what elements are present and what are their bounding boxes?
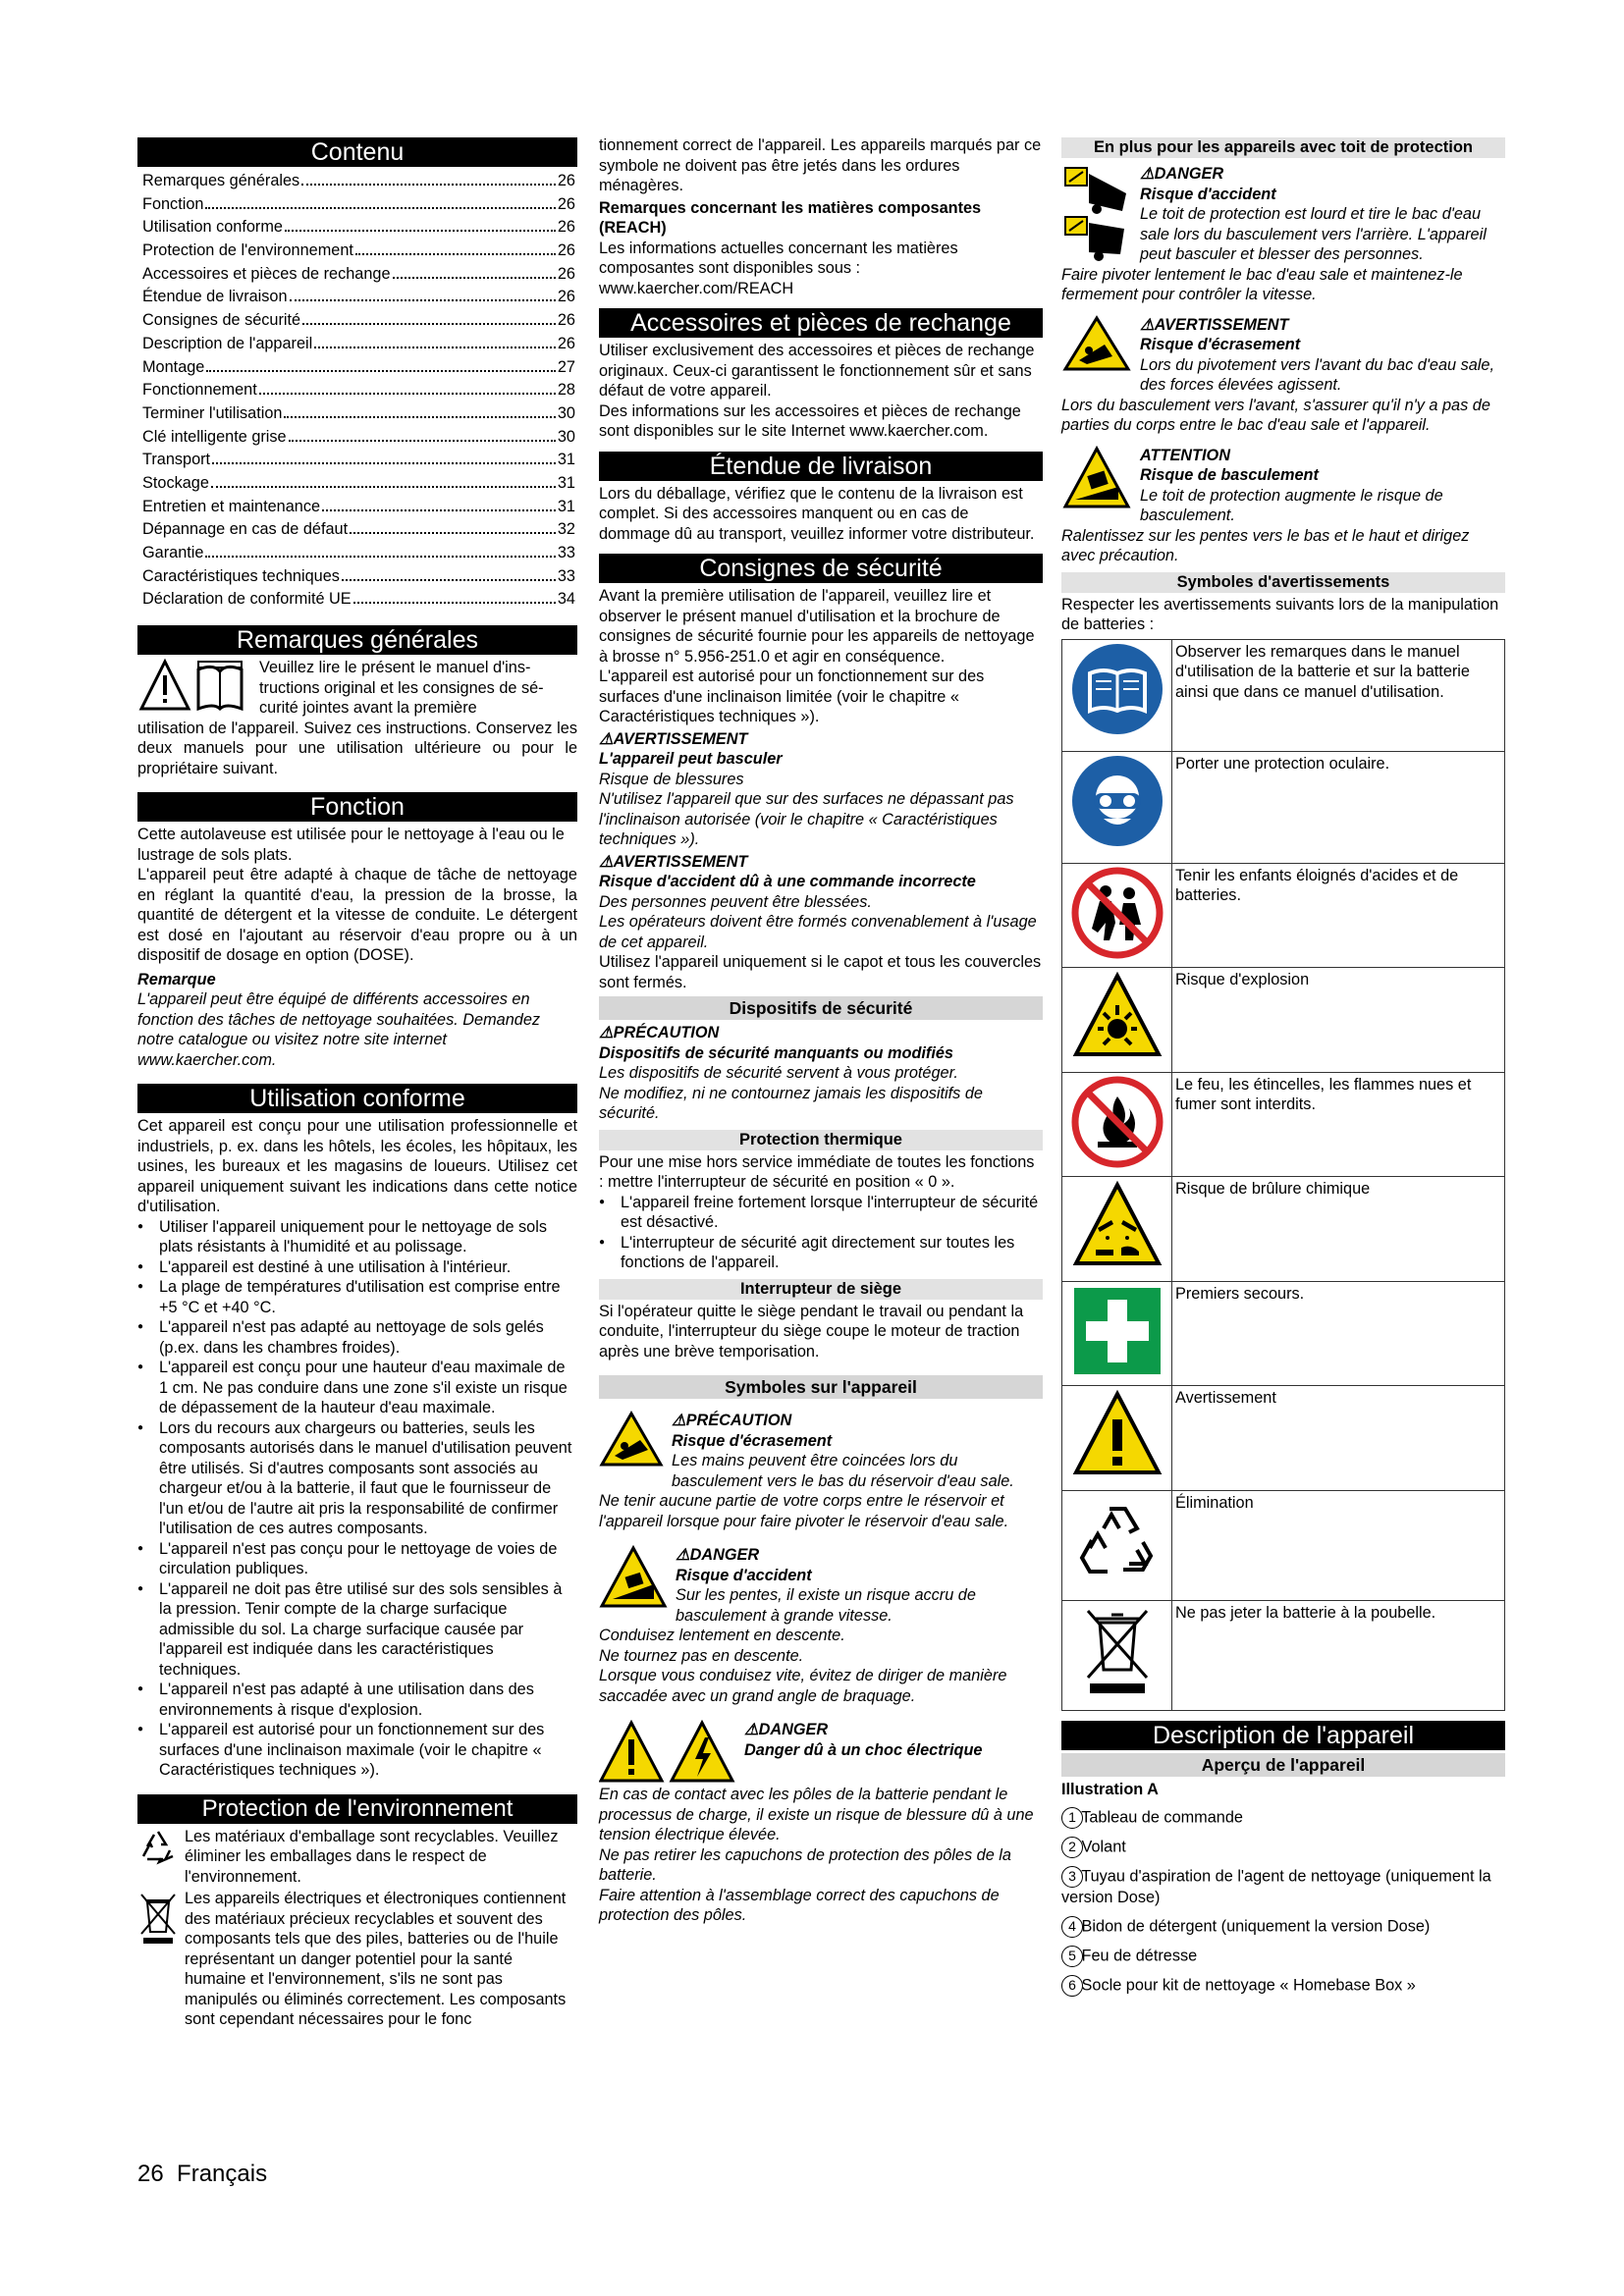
component-item xyxy=(1061,1975,1505,1997)
warning-symbol-row xyxy=(1062,1072,1505,1177)
intended-use-bullet: ● L'appareil n'est pas adapté à une utilisation dans des environnements à risque d'explosion. xyxy=(137,1680,577,1720)
footer-language: Français xyxy=(177,2161,268,2187)
warning-symbol-row xyxy=(1062,863,1505,968)
intended-use-bullet: ● L'appareil est autorisé pour un fonctionnement sur des surfaces d'une inclinaison maximale (voir le chapitre « Caractéristiques techniques »). xyxy=(137,1720,577,1781)
crossed-bin-small-icon xyxy=(137,1889,179,1946)
intended-use-bullet: ● L'appareil n'est pas conçu pour le nettoyage de voies de circulation publiques. xyxy=(137,1539,577,1579)
toc-entry-page: 31 xyxy=(557,451,575,469)
toc-entry-label: Accessoires et pièces de rechange xyxy=(142,264,391,283)
toc-entry[interactable] xyxy=(137,193,577,217)
roof-heading: En plus pour les appareils avec toit de protection xyxy=(1061,137,1505,158)
seat-switch-heading: Interrupteur de siège xyxy=(599,1279,1043,1300)
roof-crush-block xyxy=(1061,315,1505,396)
callout-number: 6 xyxy=(1061,1975,1083,1997)
component-label: Bidon de détergent (uniquement la version Dose) xyxy=(1081,1916,1431,1935)
function-p2: L'appareil peut être adapté à chaque de tâche de nettoyage en réglant la quantité d'eau, la pression de la brosse, la quantité de détergent et la vitesse de conduite. Le détergent est dosé en l'ajoutant au réservoir d'eau propre ou à un dispositif de dosage en option (DOSE). xyxy=(137,866,577,965)
toc-leader xyxy=(355,253,556,255)
toc-entry-label: Clé intelligente grise xyxy=(142,427,287,446)
safety-p2: L'appareil est autorisé pour un fonctionnement sur des surfaces d'une inclinaison limitée (voir le chapitre « Caractéristiques techniques »). xyxy=(599,667,985,725)
component-item xyxy=(1061,1916,1505,1938)
roof-3-line-2: Ralentissez sur les pentes vers le bas et le haut et dirigez avec précaution. xyxy=(1061,526,1470,564)
toc-leader xyxy=(285,230,556,232)
toc-entry-page: 31 xyxy=(557,497,575,515)
symbol-3-title: Danger dû à un choc électrique xyxy=(744,1740,983,1759)
toc-entry-page: 26 xyxy=(557,218,575,237)
callout-number: 5 xyxy=(1061,1946,1083,1967)
chemical-burn-icon xyxy=(1062,1177,1172,1282)
toc-leader xyxy=(206,370,556,372)
toc-entry-page: 30 xyxy=(557,427,575,446)
intended-use-intro: Cet appareil est conçu pour une utilisation professionnelle et industriels, p. ex. dans les hôtels, les écoles, les hôpitaux, les usines, les bureaux et les magasins de loueurs. Utilisez cet appareil uniquement suivant les indications dans cette notice d'utilisation. xyxy=(137,1117,577,1216)
toc-entry-label: Entretien et maintenance xyxy=(142,497,321,515)
general-text-4: utilisation de l'appareil. Suivez ces instructions. Conservez les deux manuels pour une utilisation ultérieure ou pour le propriétaire suivant. xyxy=(137,719,577,777)
intended-use-bullet: ● Lors du recours aux chargeurs ou batteries, seuls les composants autorisés dans le manuel d'utilisation peuvent être utilisés. Si d'autres composants sont associés au chargeur et/ou à la batterie, il faut que le fournisseur de l'un et/ou de l'autre ait pris la responsabilité de confirmer l'utilisation de ces autres composants. xyxy=(137,1418,577,1539)
callout-number: 3 xyxy=(1061,1866,1083,1888)
warning-symbol-row xyxy=(1062,639,1505,751)
warning-symbol-text: Risque de brûlure chimique xyxy=(1172,1177,1505,1282)
callout-number: 1 xyxy=(1061,1807,1083,1829)
illustration-label: Illustration A xyxy=(1061,1780,1159,1798)
no-children-icon xyxy=(1062,863,1172,968)
symbol-3-line-2: Ne pas retirer les capuchons de protection des pôles de la batterie. xyxy=(599,1845,1011,1884)
crush-hazard-icon xyxy=(599,1411,664,1468)
thermal-bullet-2: ● L'interrupteur de sécurité agit directement sur toutes les fonctions de l'appareil. xyxy=(599,1233,1043,1273)
warning-1-title: L'appareil peut basculer xyxy=(599,750,783,768)
roof-2-line-1: Lors du pivotement vers l'avant du bac d'eau sale, des forces élevées agissent. xyxy=(1140,355,1495,394)
toc-entry-label: Garantie xyxy=(142,544,204,561)
intended-use-list xyxy=(137,1217,577,1781)
symbol-3-line-1: En cas de contact avec les pôles de la batterie pendant le processus de charge, il existe un risque de blessure dû à une tension électrique élevée. xyxy=(599,1786,1034,1843)
toc-entry-page: 26 xyxy=(557,241,575,260)
roof-2-level: ⚠AVERTISSEMENT xyxy=(1140,315,1289,334)
symbol-2-title: Risque d'accident xyxy=(676,1566,812,1584)
warning-2-title: Risque d'accident dû à une commande incorrecte xyxy=(599,873,976,890)
warning-2-level: ⚠AVERTISSEMENT xyxy=(599,852,748,871)
roof-2-title: Risque d'écrasement xyxy=(1140,336,1301,353)
toc-entry[interactable] xyxy=(137,216,577,240)
toc-leader xyxy=(205,556,555,558)
general-notice xyxy=(137,658,577,719)
column-1 xyxy=(137,135,577,2030)
symbol-2-line-4: Lorsque vous conduisez vite, évitez de diriger de manière saccadée avec un grand angle de braquage. xyxy=(599,1667,1007,1705)
toc-entry-page: 26 xyxy=(557,194,575,213)
toc-entry[interactable] xyxy=(137,588,577,612)
toc-leader xyxy=(322,509,556,511)
manual-icon xyxy=(1062,639,1172,751)
toc-entry-page: 26 xyxy=(557,264,575,283)
devices-title: Dispositifs de sécurité manquants ou modifiés xyxy=(599,1043,953,1062)
toc-entry-page: 33 xyxy=(557,566,575,585)
component-label: Socle pour kit de nettoyage « Homebase Box » xyxy=(1081,1975,1416,1994)
safety-devices-heading: Dispositifs de sécurité xyxy=(599,996,1043,1020)
toc-entry[interactable] xyxy=(137,309,577,333)
toc-entry-page: 26 xyxy=(557,288,575,306)
toc-entry[interactable] xyxy=(137,286,577,309)
page-footer xyxy=(137,2160,267,2189)
toc-entry-page: 26 xyxy=(557,334,575,352)
toc-entry-label: Description de l'appareil xyxy=(142,334,313,352)
recycle-text: Les matériaux d'emballage sont recyclables. Veuillez éliminer les emballages dans le respect de l'environnement. xyxy=(185,1827,559,1886)
toc-entry-page: 32 xyxy=(557,520,575,539)
warning-symbol-row xyxy=(1062,1490,1505,1600)
symbol-1-line-1: Les mains peuvent être coincées lors du basculement vers le bas du réservoir d'eau sale. xyxy=(672,1452,1014,1490)
accessories-p1: Utiliser exclusivement des accessoires et pièces de rechange originaux. Ceux-ci garantissent le fonctionnement sûr et sans défaut de votre appareil. xyxy=(599,342,1035,400)
intended-use-bullet: ● L'appareil ne doit pas être utilisé sur des sols sensibles à la pression. Tenir compte de la charge surfacique admissible du sol. La charge surfacique causée par l'appareil est indiquée dans les caractéristiques techniques. xyxy=(137,1579,577,1681)
toc-entry[interactable] xyxy=(137,426,577,450)
roof-attention-block xyxy=(1061,446,1505,526)
symbol-3-level: ⚠DANGER xyxy=(744,1721,829,1738)
toc-entry[interactable] xyxy=(137,402,577,426)
toc-entry[interactable] xyxy=(137,542,577,565)
toc-leader xyxy=(353,602,556,604)
toc-entry-page: 33 xyxy=(557,544,575,561)
thermal-text: Pour une mise hors service immédiate de toutes les fonctions : mettre l'interrupteur de sécurité en position « 0 ». xyxy=(599,1152,1035,1191)
toc-entry[interactable] xyxy=(137,333,577,356)
environment-heading: Protection de l'environnement xyxy=(137,1794,577,1824)
function-heading: Fonction xyxy=(137,792,577,822)
intended-use-heading: Utilisation conforme xyxy=(137,1084,577,1113)
toc-entry-label: Fonction xyxy=(142,194,204,213)
warning-symbols-intro: Respecter les avertissements suivants lors de la manipulation de batteries : xyxy=(1061,595,1499,633)
accessories-heading: Accessoires et pièces de rechange xyxy=(599,308,1043,338)
delivery-heading: Étendue de livraison xyxy=(599,452,1043,481)
toc-entry-page: 30 xyxy=(557,403,575,422)
component-label: Tableau de commande xyxy=(1081,1808,1243,1827)
general-text-2: tructions original et les consignes de sé- xyxy=(259,678,544,697)
safety-p1: Avant la première utilisation de l'appareil, veuillez lire et observer le présent manuel d'utilisation et la brochure de consignes de sécurité fournie pour les appareils de nettoyage à brosse n° 5.956-251.0 et agir en conséquence. xyxy=(599,587,1035,666)
overview-heading: Aperçu de l'appareil xyxy=(1061,1753,1505,1777)
roof-3-title: Risque de basculement xyxy=(1140,466,1319,484)
component-item xyxy=(1061,1866,1505,1908)
toc-entry[interactable] xyxy=(137,449,577,472)
toc-entry[interactable] xyxy=(137,379,577,402)
roof-3-line-1: Le toit de protection augmente le risque de basculement. xyxy=(1140,486,1443,524)
roof-danger-block xyxy=(1061,164,1505,265)
warning-symbol-row xyxy=(1062,968,1505,1073)
reach-text: Les informations actuelles concernant les matières composantes sont disponibles sous : www.kaercher.com/REACH xyxy=(599,239,958,297)
warning-symbol-row xyxy=(1062,1281,1505,1386)
recycle-notice xyxy=(137,1827,577,1888)
explosion-icon xyxy=(1062,968,1172,1073)
symbol-2-line-1: Sur les pentes, il existe un risque accru de basculement à grande vitesse. xyxy=(676,1586,976,1625)
warning-symbol-text: Avertissement xyxy=(1172,1386,1505,1491)
roof-1-title: Risque d'accident xyxy=(1140,185,1276,203)
warning-symbol-text: Élimination xyxy=(1172,1490,1505,1600)
roof-crush-icon xyxy=(1061,315,1132,372)
warning-1-line-2: N'utilisez l'appareil que sur des surfaces ne dépassant pas l'inclinaison autorisée (voir le chapitre « Caractéristiques techniques »). xyxy=(599,790,1014,848)
warning-symbol-text: Porter une protection oculaire. xyxy=(1172,751,1505,863)
component-list xyxy=(1061,1807,1505,1997)
first-aid-icon xyxy=(1062,1281,1172,1386)
accessories-p2: Des informations sur les accessoires et pièces de rechange sont disponibles sur le site Internet www.kaercher.com. xyxy=(599,401,1021,440)
environment-continued: tionnement correct de l'appareil. Les appareils marqués par ce symbole ne doivent pas être jetés dans les ordures ménagères. xyxy=(599,136,1042,194)
symbol-1-title: Risque d'écrasement xyxy=(672,1431,833,1450)
toc-leader xyxy=(284,416,555,418)
column-3 xyxy=(1061,135,1505,1997)
warning-symbol-text: Tenir les enfants éloignés d'acides et de batteries. xyxy=(1172,863,1505,968)
component-item xyxy=(1061,1837,1505,1858)
component-label: Volant xyxy=(1081,1838,1126,1856)
warning-symbol-text: Premiers secours. xyxy=(1172,1281,1505,1386)
toc-entry[interactable] xyxy=(137,496,577,519)
warning-symbols-heading: Symboles d'avertissements xyxy=(1061,572,1505,593)
warning-symbol-row xyxy=(1062,751,1505,863)
reach-title: Remarques concernant les matières composantes (REACH) xyxy=(599,198,982,237)
roof-1-line-1: Le toit de protection est lourd et tire le bac d'eau sale lors du basculement vers l'arrière. L'appareil peut basculer et blesser des personnes. xyxy=(1140,205,1487,263)
thermal-bullet-1: ● L'appareil freine fortement lorsque l'interrupteur de sécurité est désactivé. xyxy=(599,1193,1043,1233)
function-p1: Cette autolaveuse est utilisée pour le nettoyage à l'eau ou le lustrage de sols plats. xyxy=(137,826,565,864)
crossed-bin-icon xyxy=(1062,1600,1172,1710)
warning-1-level: ⚠AVERTISSEMENT xyxy=(599,729,748,748)
toc-entry-page: 28 xyxy=(557,381,575,400)
toc-leader xyxy=(393,277,556,279)
roof-1-level: ⚠DANGER xyxy=(1140,165,1224,183)
general-text-3: curité jointes avant la première xyxy=(259,699,477,718)
no-fire-icon xyxy=(1062,1072,1172,1177)
component-label: Tuyau d'aspiration de l'agent de nettoyage (uniquement la version Dose) xyxy=(1061,1867,1491,1906)
warning-symbols-table xyxy=(1061,639,1505,1711)
devices-line-2: Ne modifiez, ni ne contournez jamais les dispositifs de sécurité. xyxy=(599,1084,983,1122)
toc-entry-label: Dépannage en cas de défaut xyxy=(142,520,349,539)
table-of-contents xyxy=(137,170,577,612)
toc-entry-label: Caractéristiques techniques xyxy=(142,566,340,585)
roof-slope-icon xyxy=(1061,446,1132,510)
device-symbols-heading: Symboles sur l'appareil xyxy=(599,1375,1043,1399)
seat-switch-text: Si l'opérateur quitte le siège pendant le travail ou pendant la conduite, l'interrupteur du siège coupe le moteur de traction après une brève temporisation. xyxy=(599,1302,1024,1361)
toc-leader xyxy=(289,440,556,442)
devices-line-1: Les dispositifs de sécurité servent à vous protéger. xyxy=(599,1064,958,1082)
warning-symbol-text: Ne pas jeter la batterie à la poubelle. xyxy=(1172,1600,1505,1710)
recycle-icon xyxy=(1062,1490,1172,1600)
toc-entry[interactable] xyxy=(137,170,577,193)
toc-leader xyxy=(212,462,556,464)
toc-leader xyxy=(301,184,556,186)
warning-symbol-text: Observer les remarques dans le manuel d'utilisation de la batterie et sur la batterie ainsi que dans ce manuel d'utilisation. xyxy=(1172,639,1505,751)
devices-level: ⚠PRÉCAUTION xyxy=(599,1024,720,1041)
symbol-2-level: ⚠DANGER xyxy=(676,1546,760,1564)
toc-entry-label: Remarques générales xyxy=(142,172,300,189)
description-heading: Description de l'appareil xyxy=(1061,1721,1505,1750)
toc-leader xyxy=(350,532,556,534)
goggles-icon xyxy=(1062,751,1172,863)
roof-tipping-icon xyxy=(1061,164,1132,262)
callout-number: 4 xyxy=(1061,1916,1083,1938)
toc-leader xyxy=(342,579,556,581)
function-note: L'appareil peut être équipé de différents accessoires en fonction des tâches de nettoyage souhaitées. Demandez notre catalogue ou visitez notre site internet www.kaercher.com. xyxy=(137,990,541,1069)
warning-symbol-text: Risque d'explosion xyxy=(1172,968,1505,1073)
symbol-electric-block xyxy=(599,1720,1043,1785)
component-item xyxy=(1061,1807,1505,1829)
warning-symbol-row xyxy=(1062,1600,1505,1710)
toc-entry[interactable] xyxy=(137,518,577,542)
warning-2-line-3: Utilisez l'appareil uniquement si le capot et tous les couvercles sont fermés. xyxy=(599,953,1042,991)
toc-leader xyxy=(290,299,556,301)
column-2 xyxy=(599,135,1043,1926)
toc-entry-page: 26 xyxy=(557,311,575,330)
component-label: Feu de détresse xyxy=(1081,1946,1198,1964)
intended-use-bullet: ● L'appareil est conçu pour une hauteur d'eau maximale de 1 cm. Ne pas conduire dans une zone s'il existe un risque de dépassement de la hauteur d'eau maximale. xyxy=(137,1358,577,1418)
function-note-title: Remarque xyxy=(137,970,216,988)
toc-entry[interactable] xyxy=(137,472,577,496)
symbol-3-line-3: Faire attention à l'assemblage correct des capuchons de protection des pôles. xyxy=(599,1886,1000,1924)
component-item xyxy=(1061,1946,1505,1967)
toc-entry[interactable] xyxy=(137,565,577,589)
thermal-heading: Protection thermique xyxy=(599,1130,1043,1150)
warning-icon xyxy=(1062,1386,1172,1491)
toc-entry-label: Déclaration de conformité UE xyxy=(142,590,352,609)
toc-entry-label: Consignes de sécurité xyxy=(142,311,301,330)
delivery-p1: Lors du déballage, vérifiez que le contenu de la livraison est complet. Si des accessoires manquent ou en cas de dommage dû au transport, veuillez informer votre distributeur. xyxy=(599,484,1035,543)
intended-use-bullet: ● La plage de températures d'utilisation est comprise entre +5 °C et +40 °C. xyxy=(137,1277,577,1317)
toc-entry-label: Étendue de livraison xyxy=(142,288,288,306)
symbol-slope-block xyxy=(599,1545,1043,1626)
general-heading: Remarques générales xyxy=(137,625,577,655)
toc-entry-page: 31 xyxy=(557,473,575,492)
toc-entry-label: Fonctionnement xyxy=(142,381,257,400)
toc-entry-label: Montage xyxy=(142,357,205,376)
symbol-1-line-2: Ne tenir aucune partie de votre corps entre le réservoir et l'appareil lorsque pour faire pivoter le réservoir d'eau sale. xyxy=(599,1492,1009,1530)
intended-use-bullet: ● L'appareil n'est pas adapté au nettoyage de sols gelés (p.ex. dans les chambres froides). xyxy=(137,1317,577,1358)
intended-use-bullet: ● L'appareil est destiné à une utilisation à l'intérieur. xyxy=(137,1257,577,1278)
toc-entry[interactable] xyxy=(137,263,577,287)
intended-use-bullet: ● Utiliser l'appareil uniquement pour le nettoyage de sols plats résistants à l'humidité et au polissage. xyxy=(137,1217,577,1257)
tipping-hazard-icon xyxy=(599,1545,668,1610)
toc-entry-page: 27 xyxy=(557,357,575,376)
page-number: 26 xyxy=(137,2161,164,2187)
toc-entry-label: Protection de l'environnement xyxy=(142,241,353,260)
warning-2-line-2: Les opérateurs doivent être formés convenablement à l'usage de cet appareil. xyxy=(599,913,1037,951)
roof-1-line-2: Faire pivoter lentement le bac d'eau sale et maintenez-le fermement pour contrôler la vitesse. xyxy=(1061,265,1463,303)
warning-2-line-1: Des personnes peuvent être blessées. xyxy=(599,892,872,911)
roof-2-line-2: Lors du basculement vers l'avant, s'assurer qu'il n'y a pas de parties du corps entre le bac d'eau sale et l'appareil. xyxy=(1061,396,1490,434)
toc-entry-label: Transport xyxy=(142,451,211,469)
callout-number: 2 xyxy=(1061,1837,1083,1858)
thermal-list xyxy=(599,1193,1043,1273)
warning-symbol-text: Le feu, les étincelles, les flammes nues et fumer sont interdits. xyxy=(1172,1072,1505,1177)
weee-notice xyxy=(137,1889,577,2030)
toc-entry-label: Stockage xyxy=(142,473,209,492)
toc-leader xyxy=(314,347,556,348)
toc-leader xyxy=(302,323,556,325)
weee-text: Les appareils électriques et électroniques contiennent des matériaux précieux recyclables et souvent des composants tels que des piles, batteries ou de l'huile représentant un danger potentiel pour la santé humaine et l'environnement, s'ils ne sont pas manipulés ou éliminés correctement. Les composants sont cependant nécessaires pour le fonc xyxy=(185,1890,567,2029)
warning-symbol-row xyxy=(1062,1386,1505,1491)
toc-leader xyxy=(205,207,555,209)
symbol-2-line-3: Ne tournez pas en descente. xyxy=(599,1646,804,1665)
toc-entry-page: 34 xyxy=(557,590,575,609)
warning-1-line-1: Risque de blessures xyxy=(599,770,744,788)
warning-symbol-row xyxy=(1062,1177,1505,1282)
electric-shock-icon xyxy=(599,1720,736,1785)
general-text-1: Veuillez lire le présent le manuel d'ins- xyxy=(259,659,531,677)
symbol-crush-block xyxy=(599,1411,1043,1491)
roof-3-level: ATTENTION xyxy=(1140,446,1230,464)
toc-entry-label: Utilisation conforme xyxy=(142,218,283,237)
toc-entry-label: Terminer l'utilisation xyxy=(142,403,283,422)
toc-leader xyxy=(259,393,556,395)
toc-entry-page: 26 xyxy=(557,172,575,189)
toc-entry[interactable] xyxy=(137,356,577,380)
safety-heading: Consignes de sécurité xyxy=(599,554,1043,583)
toc-entry[interactable] xyxy=(137,240,577,263)
toc-leader xyxy=(211,486,556,488)
read-manual-icon xyxy=(137,658,253,715)
symbol-2-line-2: Conduisez lentement en descente. xyxy=(599,1627,845,1644)
contents-heading: Contenu xyxy=(137,137,577,167)
symbol-1-level: ⚠PRÉCAUTION xyxy=(672,1412,792,1429)
recycle-small-icon xyxy=(137,1827,179,1868)
